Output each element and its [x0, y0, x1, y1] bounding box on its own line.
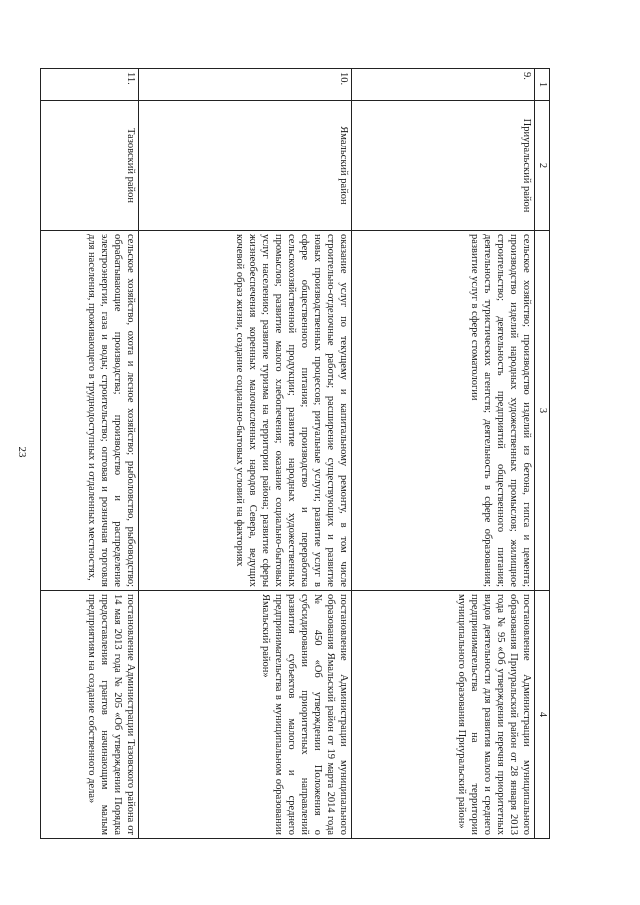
- activities-cell: оказание услуг по текущему и капитальному ремонту, в том числе строительно-отделочные работы; расширение существующих и развитие новых производственных процессов; ритуальные услуги; развитие услуг в сфере общественного питания; производство и переработка сельскохозяйственной продукции; развитие народных художественных промыслов; развитие малого хлебопечения; оказание социально-бытовых услуг населению; развитие туризма на территории района; развитие сферы жизнеобеспечения коренных малочисленных народов Севера, ведущих кочевой образ жизни, создание социально-бытовых условий на факториях: [139, 231, 352, 591]
- header-row: [535, 69, 550, 839]
- header-cell-2: 2: [535, 101, 550, 231]
- table-row: [352, 69, 535, 839]
- district-cell: Приуральский район: [352, 101, 535, 231]
- legal-act-cell: постановление Администрации муниципального образования Ямальский район от 19 марта 2014 года № 450 «Об утверждении Положения о субсидировании приоритетных направлений развития субъектов малого и среднего предпринимательства в муниципальном образовании Ямальский район»: [139, 591, 352, 839]
- activities-text: сельское хозяйство, охота и лесное хозяйство; рыболовство, рыбоводство; обрабатывающие производства; производство и распределение электроэнергии, газа и воды; строительство; оптовая и розничная торговля для населения, проживающего в труднодоступных и отдаленных местностях,: [86, 234, 136, 587]
- page-number: 23: [16, 446, 28, 458]
- activities-cell: [41, 231, 139, 591]
- header-cell-3: 3: [535, 231, 550, 591]
- districts-table: [40, 68, 550, 839]
- legal-act-cell: [41, 591, 139, 839]
- legal-act-cell: постановление Администрации муниципального образования Приуральский район от 28 января 2013 года № 95 «Об утверждении перечня приоритетных видов деятельности для развития малого и среднего предпринимательства на территории муниципального образования Приуральский район»: [352, 591, 535, 839]
- activities-cell: сельское хозяйство; производство изделий из бетона, гипса и цемента; производство изделий народных художественных промыслов; жилищное строительство; деятельность предприятий общественного питания; деятельность туристических агентств; деятельность в сфере образования; развитие услуг в сфере стоматологии: [352, 231, 535, 591]
- row-number-cell: 11.: [41, 69, 139, 101]
- legal-act-text: постановление Администрации Тазовского района от 14 мая 2013 года № 205 «Об утверждении Порядка предоставления грантов начинающим малым предприятиям на создание собственного дела»: [86, 594, 136, 835]
- district-cell: Тазовский район: [41, 101, 139, 231]
- header-cell-1: 1: [535, 69, 550, 101]
- district-cell: Ямальский район: [139, 101, 352, 231]
- header-cell-4: 4: [535, 591, 550, 839]
- table-row: [139, 69, 352, 839]
- row-number-cell: 9.: [352, 69, 535, 101]
- table-row: [41, 69, 139, 839]
- row-number-cell: 10.: [139, 69, 352, 101]
